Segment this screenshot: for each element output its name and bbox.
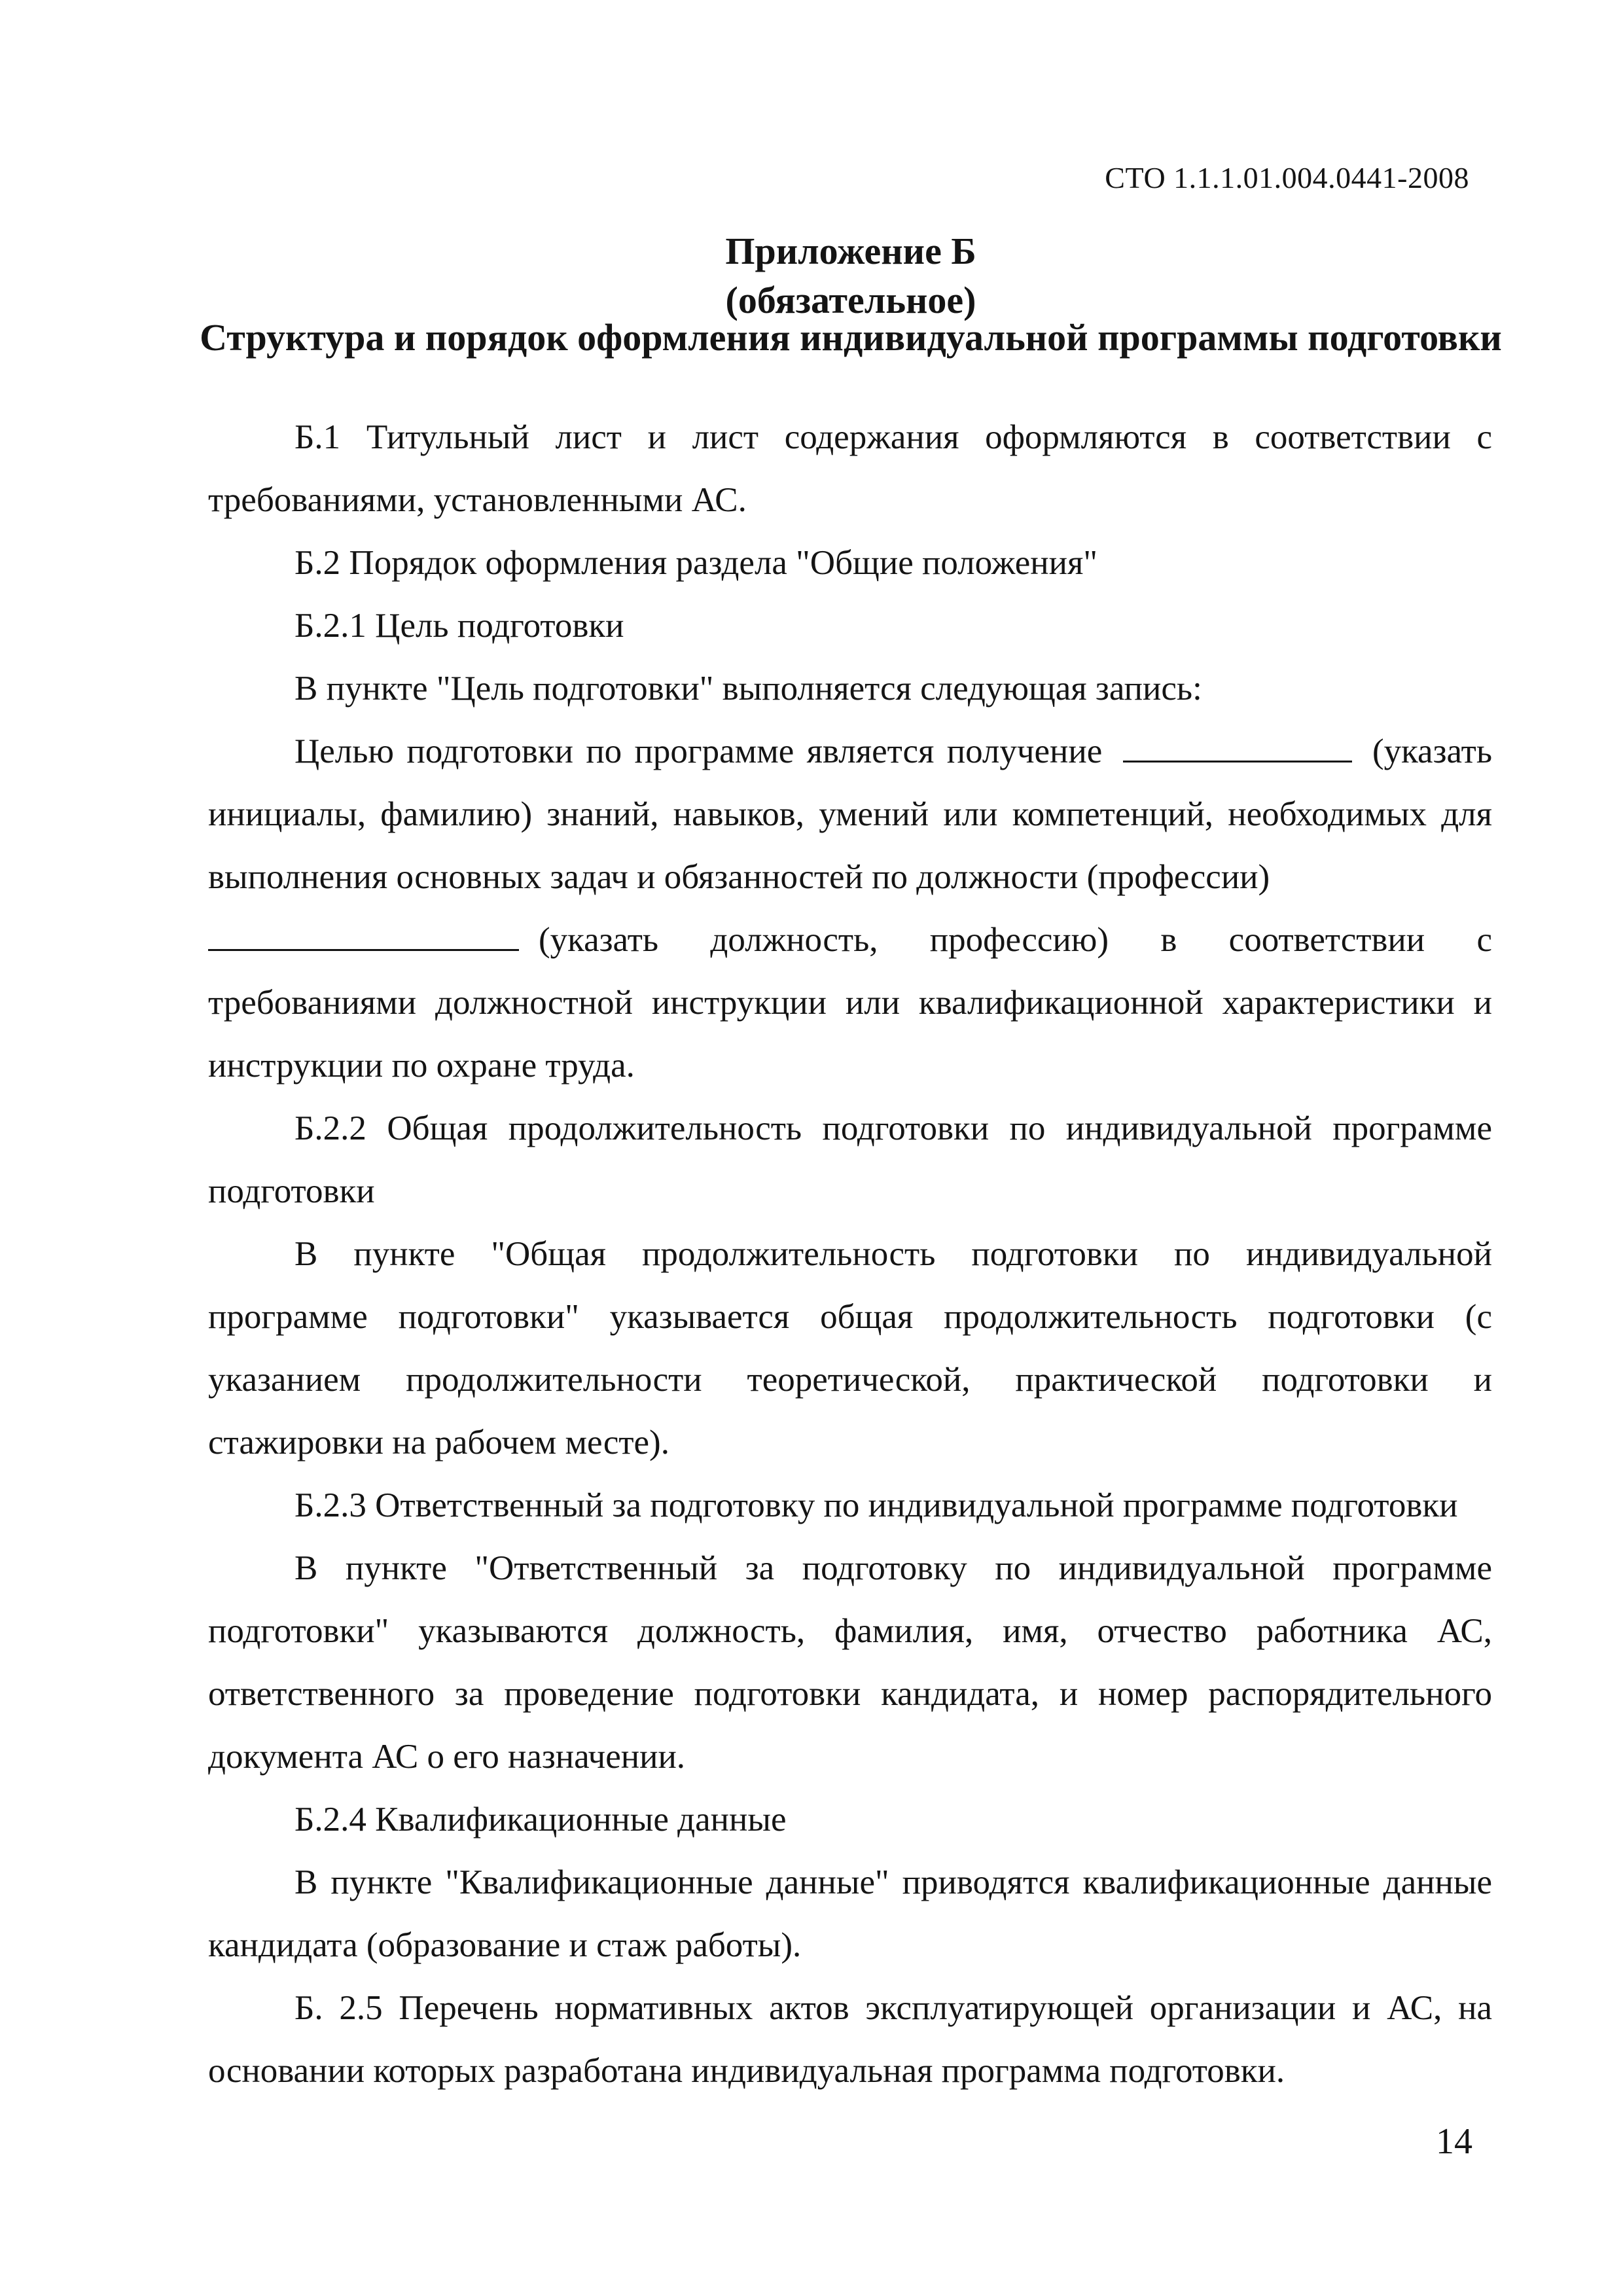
paragraph-b2-1-template — [208, 720, 1492, 1097]
appendix-subject: Структура и порядок оформления индивидуальной программы подготовки — [200, 316, 1502, 359]
paragraph-b2: Б.2 Порядок оформления раздела "Общие положения" — [294, 544, 1097, 582]
paragraph-b2-4: Б.2.4 Квалификационные данные — [294, 1801, 787, 1839]
template-text-part2: (указать инициалы, фамилию) знаний, навыков, умений или компетенций, необходимых для выполнения основных задач и обязанностей по должности (профессии) — [208, 732, 1492, 896]
page-number: 14 — [1436, 2121, 1472, 2162]
paragraph-b2-2: Б.2.2 Общая продолжительность подготовки по индивидуальной программе подготовки — [208, 1109, 1492, 1210]
appendix-status: (обязательное) — [725, 279, 976, 321]
appendix-title: Приложение Б — [725, 230, 976, 272]
paragraph-b2-3: Б.2.3 Ответственный за подготовку по индивидуальной программе подготовки — [294, 1486, 1458, 1524]
fill-in-blank-name — [1123, 732, 1352, 762]
paragraph-b1: Б.1 Титульный лист и лист содержания оформляются в соответствии с требованиями, установленными АС. — [208, 418, 1492, 519]
fill-in-blank-position — [208, 920, 519, 951]
paragraph-b2-1: Б.2.1 Цель подготовки — [294, 607, 624, 645]
document-code: СТО 1.1.1.01.004.0441-2008 — [1105, 161, 1469, 194]
paragraph-b2-3-body: В пункте "Ответственный за подготовку по индивидуальной программе подготовки" указываются должность, фамилия, имя, отчество работника АС, ответственного за проведение подготовки кандидата, и номер распорядительного документа АС о его назначении. — [208, 1549, 1492, 1776]
template-text-part3: (указать должность, профессию) в соответствии с требованиями должностной инструкции или квалификационной характеристики и инструкции по охране труда. — [208, 921, 1492, 1085]
paragraph-b2-5: Б. 2.5 Перечень нормативных актов эксплуатирующей организации и АС, на основании которых разработана индивидуальная программа подготовки. — [208, 1989, 1492, 2090]
paragraph-b2-2-body: В пункте "Общая продолжительность подготовки по индивидуальной программе подготовки" указывается общая продолжительность подготовки (с указанием продолжительности теоретической, практической подготовки и стажировки на рабочем месте). — [208, 1235, 1492, 1462]
body-text — [208, 406, 1492, 2102]
paragraph-b2-1-intro: В пункте "Цель подготовки" выполняется следующая запись: — [294, 670, 1202, 708]
template-text-part1: Целью подготовки по программе является получение — [294, 732, 1103, 770]
paragraph-b2-4-body: В пункте "Квалификационные данные" приводятся квалификационные данные кандидата (образование и стаж работы). — [208, 1863, 1492, 1964]
